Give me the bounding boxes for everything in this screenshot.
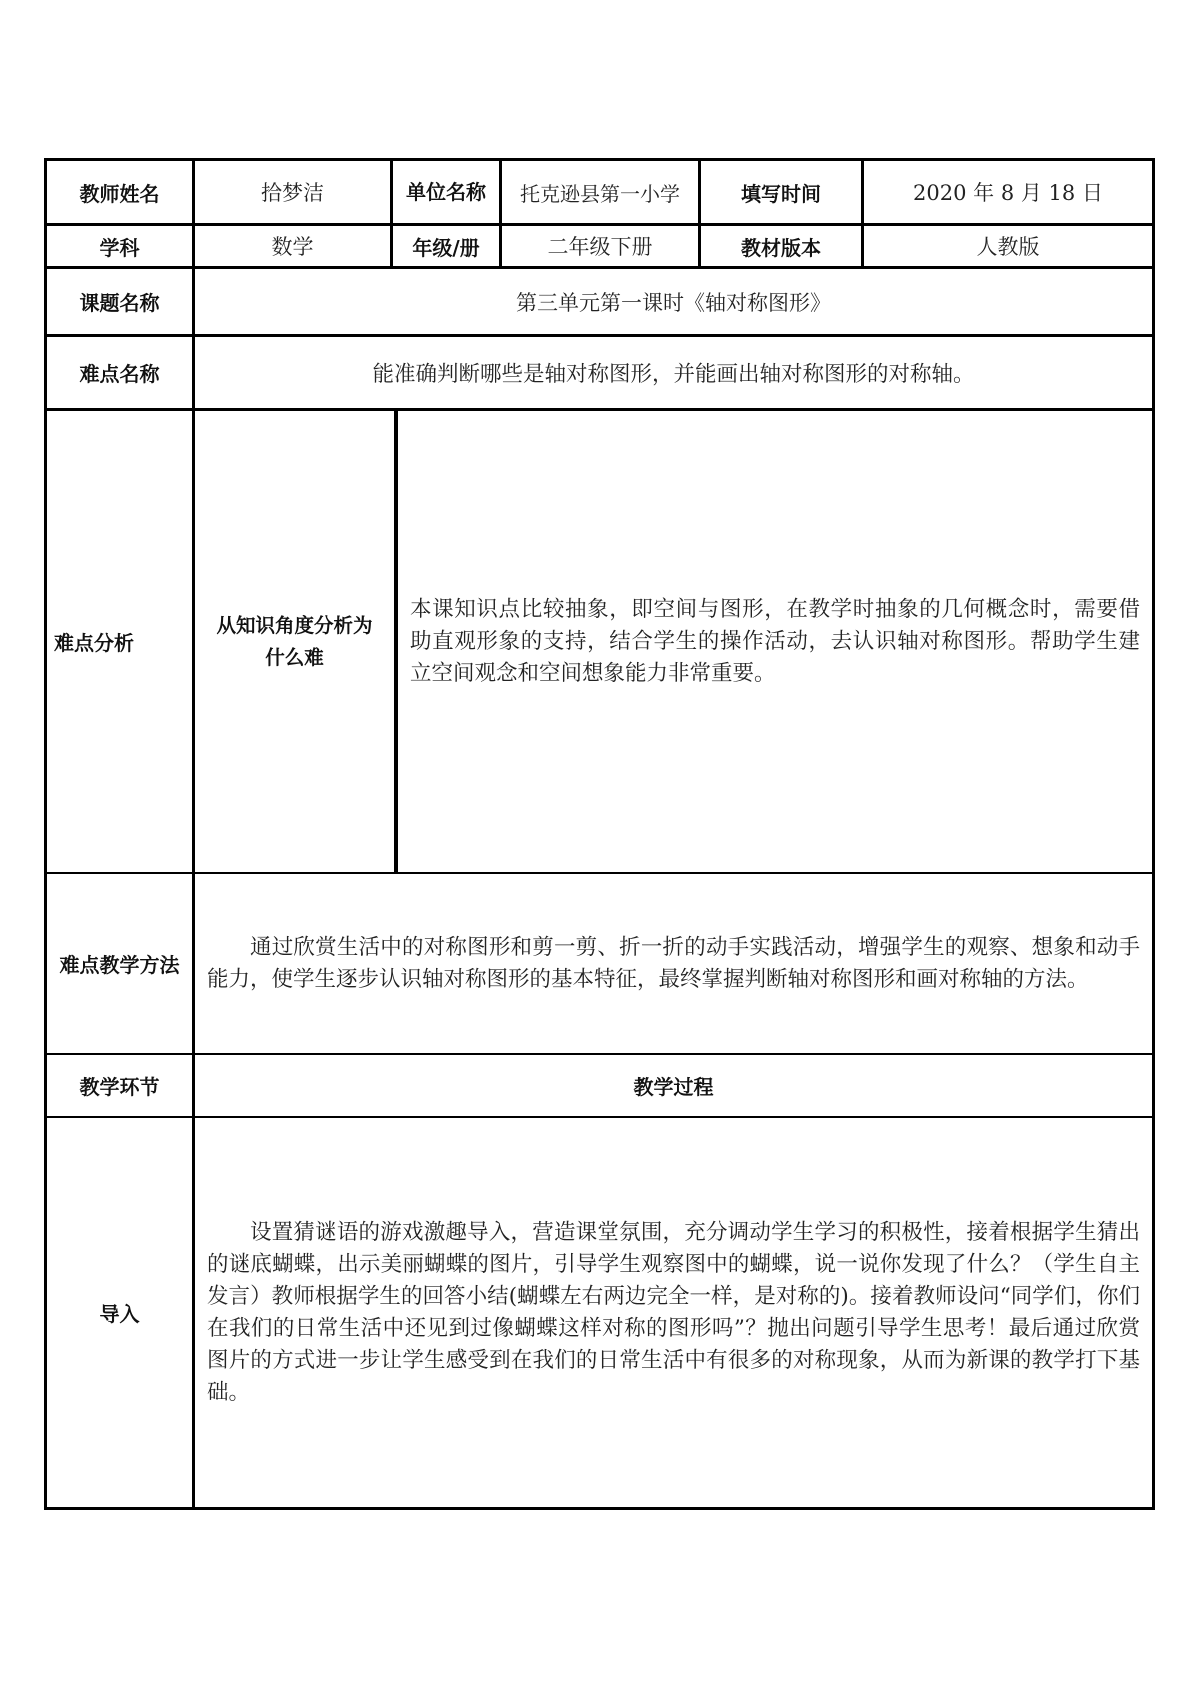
teacher-name-value: 拾梦洁 (261, 181, 324, 205)
topic-value: 第三单元第一课时《轴对称图形》 (516, 290, 831, 315)
method-paragraph: 通过欣赏生活中的对称图形和剪一剪、折一折的动手实践活动，增强学生的观察、想象和动手能力，使学生逐步认识轴对称图形的基本特征，最终掌握判断轴对称图形和画对称轴的方法。 (207, 934, 1140, 992)
table-border-right (1152, 158, 1155, 1510)
analysis-sub-label-text: 从知识角度分析为什么难 (216, 613, 373, 669)
analysis-label: 难点分析 (54, 631, 134, 655)
difficulty-label: 难点名称 (79, 362, 160, 386)
teacher-name-label: 教师姓名 (79, 181, 160, 206)
stage-header-label: 教学环节 (79, 1075, 160, 1099)
unit-name-value: 托克逊县第一小学 (520, 181, 680, 206)
fill-date-label: 填写时间 (741, 181, 821, 206)
fill-date-value: 2020 年 8 月 18 日 (913, 181, 1103, 205)
topic-label: 课题名称 (79, 291, 160, 315)
intro-label: 导入 (99, 1302, 140, 1326)
analysis-paragraph: 本课知识点比较抽象，即空间与图形，在教学时抽象的几何概念时，需要借助直观形象的支持，结合学生的操作活动，去认识轴对称图形。帮助学生建立空间观念和空间想象能力非常重要。 (410, 596, 1140, 686)
method-label: 难点教学方法 (59, 953, 180, 977)
grade-label: 年级/册 (412, 235, 480, 260)
difficulty-value: 能准确判断哪些是轴对称图形，并能画出轴对称图形的对称轴。 (372, 362, 975, 387)
method-text (195, 874, 1152, 1053)
edition-label: 教材版本 (741, 235, 821, 260)
intro-text (195, 1118, 1152, 1507)
subject-label: 学科 (99, 235, 140, 260)
intro-paragraph: 设置猜谜语的游戏激趣导入，营造课堂氛围，充分调动学生学习的积极性，接着根据学生猜出的谜底蝴蝶，出示美丽蝴蝶的图片，引导学生观察图中的蝴蝶，说一说你发现了什么？（学生自主发言）教师根据学生的回答小结(蝴蝶左右两边完全一样，是对称的)。接着教师设问“同学们，你们在我们的日常生活中还见到过像蝴蝶这样对称的图形吗”？抛出问题引导学生思考！最后通过欣赏图片的方式进一步让学生感受到在我们的日常生活中有很多的对称现象，从而为新课的教学打下基础。 (207, 1219, 1140, 1405)
unit-name-label (393, 161, 499, 223)
analysis-text (398, 411, 1152, 872)
table-border-bottom (44, 1507, 1155, 1510)
subject-value: 数学 (271, 235, 314, 259)
analysis-sub-label (195, 411, 394, 872)
unit-name-label-text: 单位名称 (406, 180, 486, 204)
lesson-plan-table (44, 158, 1155, 1510)
process-header-label: 教学过程 (633, 1075, 714, 1099)
edition-value: 人教版 (976, 235, 1040, 259)
grade-value: 二年级下册 (547, 235, 653, 259)
